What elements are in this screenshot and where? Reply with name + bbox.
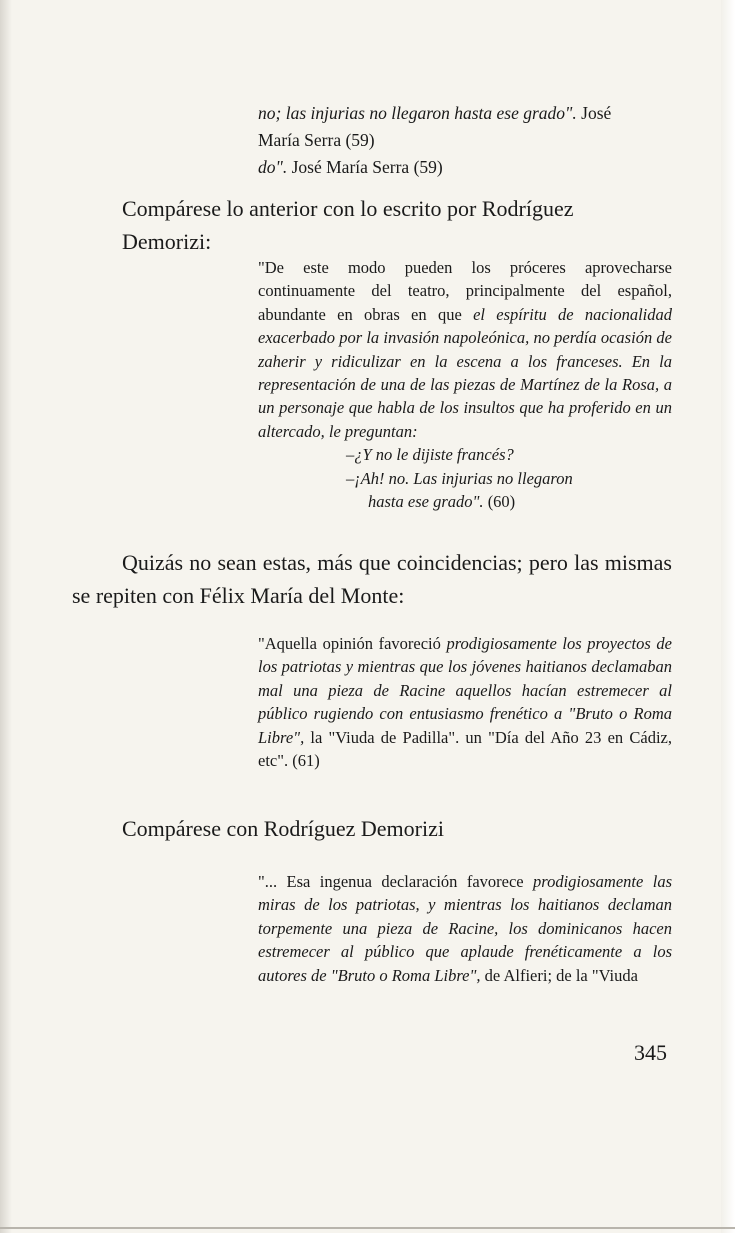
page-bottom-edge [0,1227,735,1229]
block-quote-2-italic: prodigiosamente los proyectos de los patriotas y mientras que los jóvenes haitianos declamaban mal una pieza de Racine aquellos hacían estremecer al público rugiendo con entusiasmo frenético a "Bruto o Roma Libre", [258,634,672,747]
block-quote-2-body [258,632,672,772]
block-quote-3-body [258,870,672,987]
dialog-line-1-text: –¿Y no le dijiste francés? [346,445,514,465]
block-quote-3 [258,870,672,987]
page-edge [721,0,735,1233]
block-quote-1-italic: el espíritu de nacionalidad exacerbado por la invasión napoleónica, no perdía ocasión de zaherir y ridiculizar en la escena a los franceses. En la representación de una de las piezas de Martínez de la Rosa, a un personaje que habla de los insultos que ha proferido en un altercado, le preguntan: [258,304,672,441]
block-quote-3-plain: "... Esa ingenua declaración favorece [258,872,534,891]
top-quote-line-1-italic: no; las injurias no llegaron hasta ese grado". [258,103,577,123]
paragraph-2: Quizás no sean estas, más que coincidencias; pero las mismas se repiten con Félix María del Monte: [72,550,672,608]
page-number: 345 [634,1040,667,1065]
page-gutter-shadow [0,0,12,1233]
block-quote-1-body [258,256,672,443]
dialog-line-3 [258,490,672,513]
block-quote-3-plain-end: de Alfieri; de la "Viuda [480,965,638,985]
top-quote-line-1 [258,100,688,127]
top-quote-line-3-rest: José María Serra (59) [287,157,443,177]
block-quote-2 [258,632,672,772]
block-quote-1 [258,256,672,513]
top-quote-fragment [258,100,688,181]
top-quote-line-2: María Serra (59) [258,130,375,150]
dialog-line-2-text: –¡Ah! no. Las injurias no llegaron [346,468,573,488]
block-quote-3-italic: prodigiosamente las miras de los patriotas, y mientras los haitianos declaman torpemente una pieza de Racine, los dominicanos hacen estremecer al público que aplaude frenéticamente a los autores de "Bruto o Roma Libre", [258,872,672,985]
top-quote-line-3 [258,154,688,181]
paragraph-3: Compárese con Rodríguez Demorizi [122,816,444,841]
block-quote-1-plain: "De este modo pueden los próceres aprovecharse continuamente del teatro, principalmente del español, abundante en obras en que [258,258,672,324]
block-quote-2-plain: "Aquella opinión favoreció [258,634,447,653]
paragraph-1: Compárese lo anterior con lo escrito por Rodríguez Demorizi: [122,196,574,254]
block-quote-2-plain-end: la "Viuda de Padilla". un "Día del Año 23 en Cádiz, etc". (61) [258,727,672,771]
dialog-line-2 [258,467,672,490]
dialog-line-3-italic: hasta ese grado". [368,492,484,512]
dialog-line-3-rest: (60) [483,492,516,512]
top-quote-line-3-italic: do". [258,157,288,177]
dialog-line-1 [258,443,672,466]
top-quote-line-1-rest: José [576,103,612,123]
